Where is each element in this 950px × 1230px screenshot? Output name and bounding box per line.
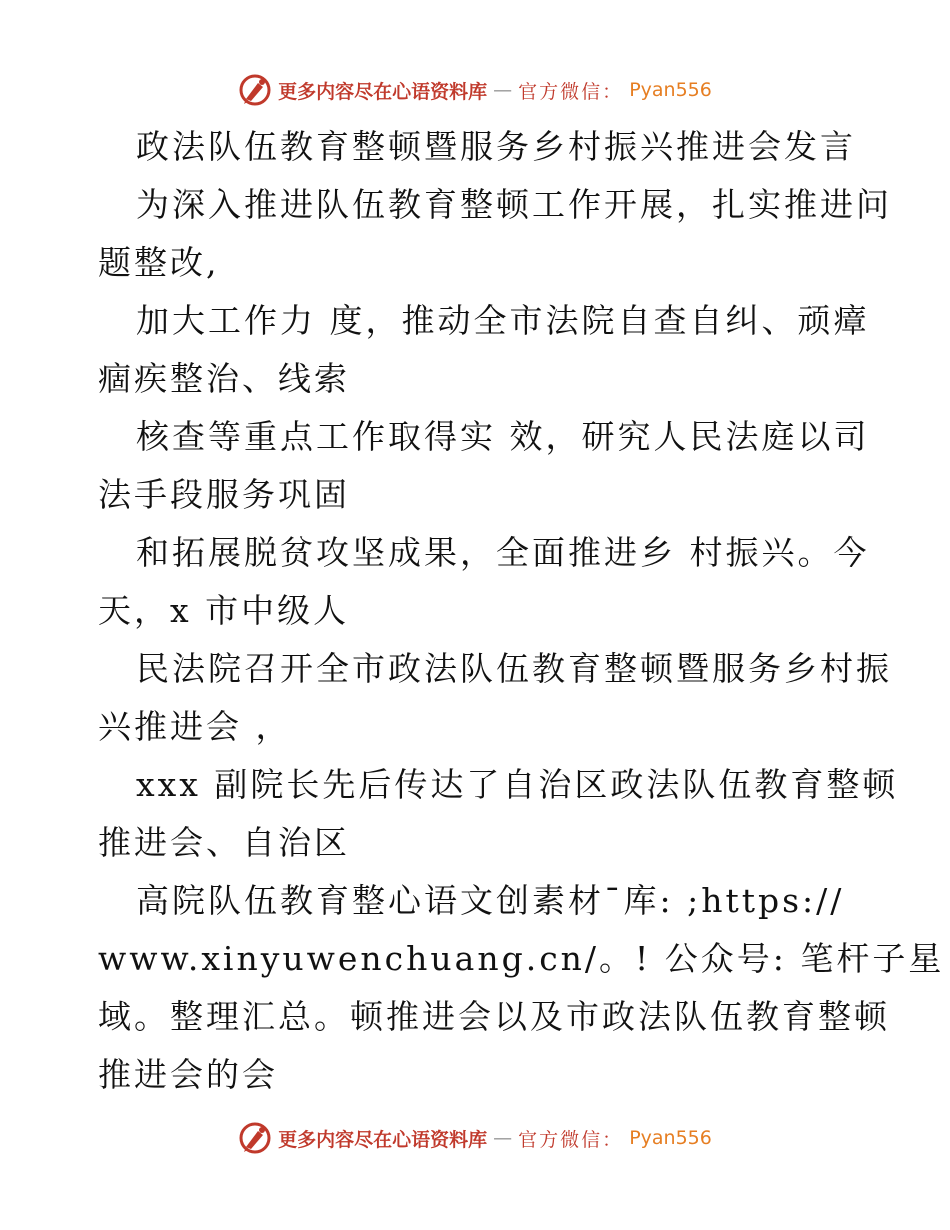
text-line: www.xinyuwenchuang.cn/。! 公众号: 笔杆子星 bbox=[98, 939, 945, 978]
text-line: 和拓展脱贫攻坚成果，全面推进乡 村振兴。今 bbox=[136, 533, 870, 572]
banner-wechat-label: 官方微信： bbox=[518, 80, 624, 103]
document-body bbox=[98, 118, 945, 1104]
text-line: 推进会、自治区 bbox=[98, 823, 350, 862]
header-watermark-banner bbox=[0, 70, 950, 110]
text-line: 天，x 市中级人 bbox=[98, 591, 350, 630]
banner-main-text: 更多内容尽在心语资料库 bbox=[278, 80, 488, 103]
banner-separator: — bbox=[493, 79, 513, 101]
text-line: 法手段服务巩固 bbox=[98, 475, 350, 514]
document-title: 政法队伍教育整顿暨服务乡村振兴推进会发言 bbox=[136, 127, 856, 166]
banner-wechat-id: Pyan556 bbox=[629, 79, 712, 101]
text-line: 题整改, bbox=[98, 243, 220, 282]
banner-separator: — bbox=[493, 1127, 513, 1149]
text-line: 兴推进会 ， bbox=[98, 707, 292, 746]
text-line: 推进会的会 bbox=[98, 1055, 278, 1094]
text-line: 民法院召开全市政法队伍教育整顿暨服务乡村振 bbox=[136, 649, 892, 688]
text-line: 为深入推进队伍教育整顿工作开展，扎实推进问 bbox=[136, 185, 892, 224]
text-line: 高院队伍教育整心语文创素材¯库: ;https:// bbox=[136, 881, 845, 920]
text-line: xxx 副院长先后传达了自治区政法队伍教育整顿 bbox=[136, 765, 899, 804]
footer-watermark-banner bbox=[0, 1118, 950, 1158]
text-line: 加大工作力 度，推动全市法院自查自纠、顽瘴 bbox=[136, 301, 870, 340]
banner-wechat-id: Pyan556 bbox=[629, 1127, 712, 1149]
text-line: 痼疾整治、线索 bbox=[98, 359, 350, 398]
pen-logo-icon bbox=[238, 1121, 272, 1155]
text-line: 核查等重点工作取得实 效，研究人民法庭以司 bbox=[136, 417, 870, 456]
text-line: 域。整理汇总。顿推进会以及市政法队伍教育整顿 bbox=[98, 997, 890, 1036]
pen-logo-icon bbox=[238, 73, 272, 107]
banner-wechat-label: 官方微信： bbox=[518, 1128, 624, 1151]
banner-main-text: 更多内容尽在心语资料库 bbox=[278, 1128, 488, 1151]
